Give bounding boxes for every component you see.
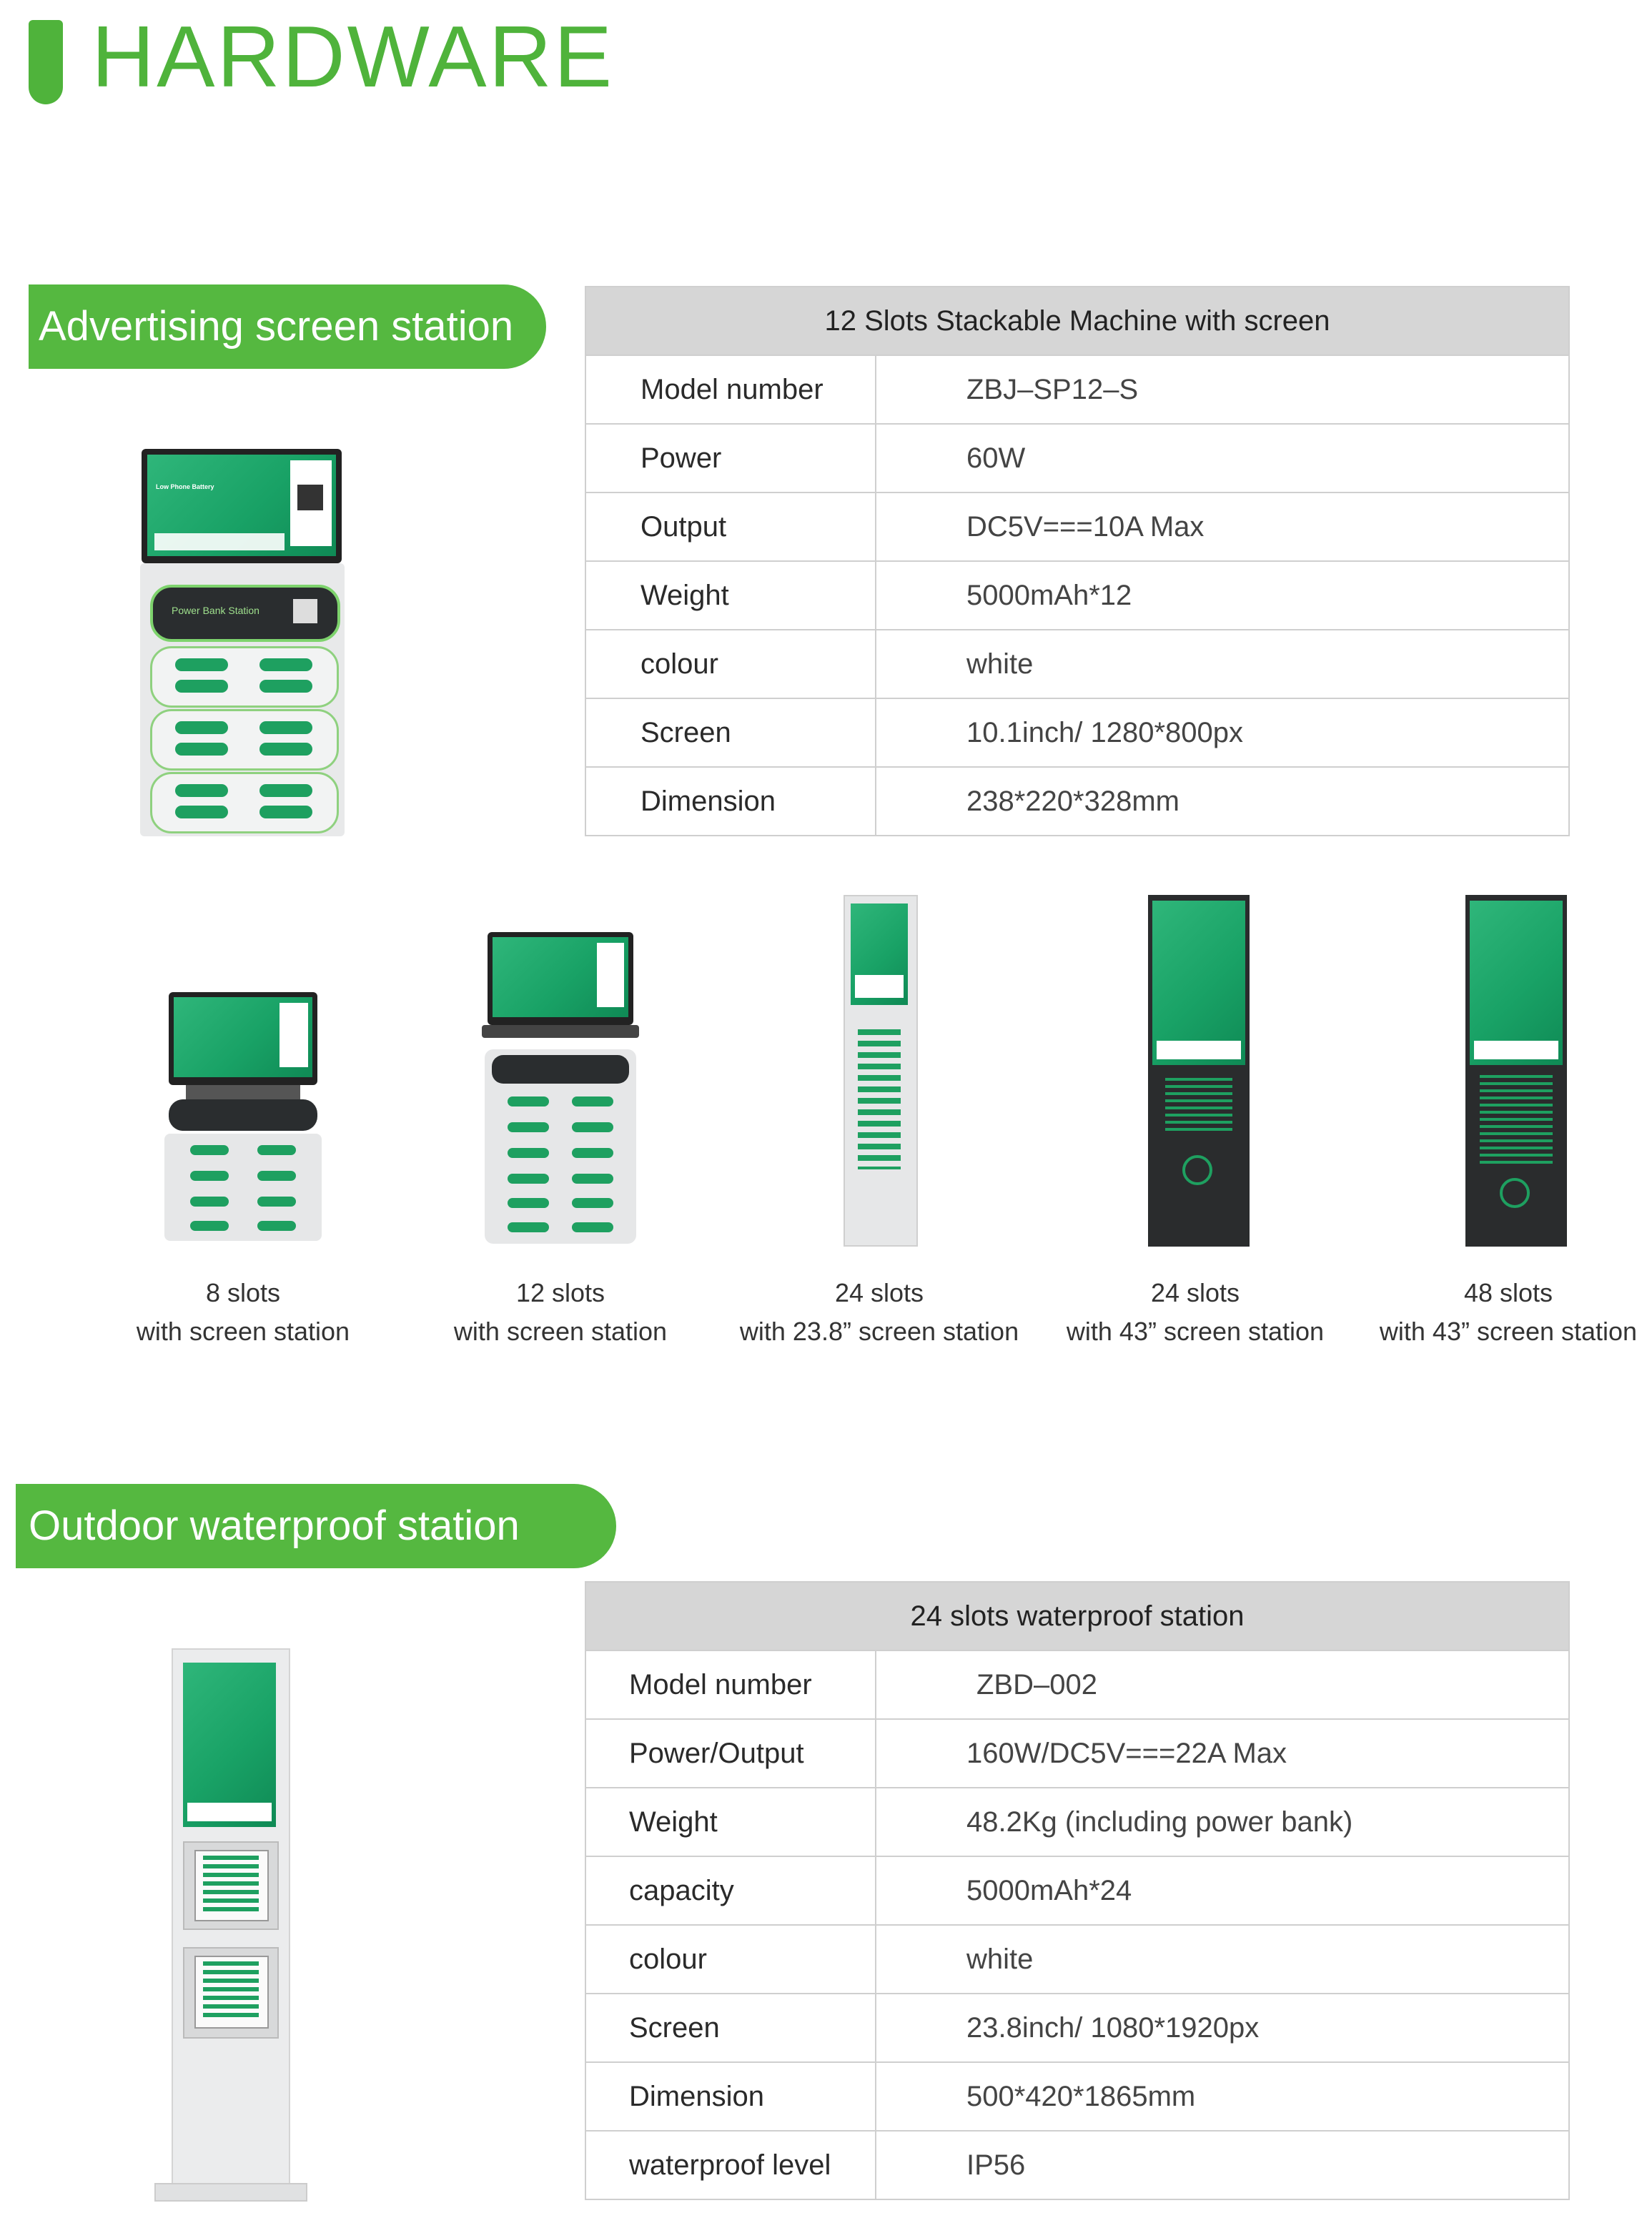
- table-row: [585, 767, 1569, 836]
- spec-value: 160W/DC5V===22A Max: [876, 1719, 1569, 1788]
- outdoor-tower-device: [154, 1648, 305, 2199]
- spec-key: Model number: [585, 355, 876, 424]
- product-image-48-slots-43: [1465, 895, 1567, 1247]
- spec-key: colour: [585, 1925, 876, 1994]
- spec-key: Dimension: [585, 767, 876, 836]
- product-caption-24-slots-23-8: [722, 1274, 1037, 1351]
- spec-value: 23.8inch/ 1080*1920px: [876, 1994, 1569, 2062]
- table-row: [585, 492, 1569, 561]
- caption-line1: 48 slots: [1463, 1278, 1553, 1307]
- screen-side-panel: [290, 460, 332, 546]
- device-screen: [174, 997, 312, 1077]
- slot-module-2: [150, 709, 339, 771]
- spec-key: Power/Output: [585, 1719, 876, 1788]
- device-brand-panel: [169, 1099, 317, 1131]
- spec-key: Dimension: [585, 2062, 876, 2131]
- table-row: [585, 630, 1569, 698]
- product-image-24-slots-43: [1148, 895, 1250, 1247]
- spec-value: 500*420*1865mm: [876, 2062, 1569, 2131]
- power-icon: [1500, 1178, 1530, 1208]
- spec-value: white: [876, 1925, 1569, 1994]
- page-title: HARDWARE: [91, 8, 615, 105]
- spec-key: Model number: [585, 1650, 876, 1719]
- table-row: [585, 424, 1569, 492]
- slot-module-lower: [183, 1947, 279, 2039]
- table-row: [585, 2062, 1569, 2131]
- spec-value: 238*220*328mm: [876, 767, 1569, 836]
- product-caption-24-slots-43: [1052, 1274, 1338, 1351]
- qr-code-icon: [293, 599, 317, 623]
- spec-key: Output: [585, 492, 876, 561]
- device-body: [140, 563, 345, 836]
- spec-key: Screen: [585, 1994, 876, 2062]
- table-row: [585, 2131, 1569, 2199]
- spec-key: Power: [585, 424, 876, 492]
- product-image-24-slots-23-8: [844, 895, 915, 1244]
- device-screen: [851, 903, 908, 1005]
- table-row: [585, 355, 1569, 424]
- spec-table-outdoor: [585, 1581, 1570, 2200]
- spec-value: 48.2Kg (including power bank): [876, 1788, 1569, 1856]
- product-caption-12-slots: [417, 1274, 703, 1351]
- slot-module-upper: [183, 1841, 279, 1930]
- device-brand-panel: [150, 585, 340, 642]
- caption-line1: 24 slots: [834, 1278, 924, 1307]
- caption-line2: with screen station: [453, 1317, 668, 1346]
- product-image-8-slots: [164, 992, 322, 1244]
- device-brand-panel: [492, 1055, 629, 1084]
- brand-panel-text: Power Bank Station: [172, 605, 259, 616]
- title-accent-bar: [29, 20, 63, 104]
- spec-key: colour: [585, 630, 876, 698]
- table-row: [585, 1856, 1569, 1925]
- spec-value: white: [876, 630, 1569, 698]
- spec-key: capacity: [585, 1856, 876, 1925]
- caption-line1: 8 slots: [205, 1278, 281, 1307]
- caption-line2: with 23.8” screen station: [739, 1317, 1019, 1346]
- device-base: [154, 2183, 307, 2202]
- caption-line2: with screen station: [136, 1317, 350, 1346]
- caption-line2: with 43” screen station: [1379, 1317, 1638, 1346]
- slot-module-3: [150, 772, 339, 833]
- table-row: [585, 1719, 1569, 1788]
- device-screen: [1152, 901, 1245, 1065]
- spec-key: Weight: [585, 561, 876, 630]
- table-row: [585, 1994, 1569, 2062]
- product-caption-48-slots-43: [1365, 1274, 1651, 1351]
- device-screen: [1470, 901, 1563, 1065]
- device-screen: [147, 455, 336, 556]
- table-row: [585, 1650, 1569, 1719]
- screen-headline: Low Phone Battery: [156, 483, 214, 490]
- table-row: [585, 1925, 1569, 1994]
- spec-value: 10.1inch/ 1280*800px: [876, 698, 1569, 767]
- product-image-12-slots: [482, 932, 639, 1244]
- spec-value: DC5V===10A Max: [876, 492, 1569, 561]
- table-row: [585, 1788, 1569, 1856]
- spec-key: waterproof level: [585, 2131, 876, 2199]
- hero-device-12-slot: [140, 449, 345, 836]
- product-caption-8-slots: [100, 1274, 386, 1351]
- caption-line1: 24 slots: [1150, 1278, 1240, 1307]
- device-screen: [493, 937, 628, 1017]
- slot-module-1: [150, 646, 339, 708]
- spec-value: 5000mAh*24: [876, 1856, 1569, 1925]
- spec-key: Weight: [585, 1788, 876, 1856]
- table-row: [585, 561, 1569, 630]
- spec-table-advertising: [585, 286, 1570, 836]
- table-row: [585, 698, 1569, 767]
- qr-code-icon: [297, 485, 323, 510]
- screen-bottom-strip: [154, 533, 285, 550]
- section-label-outdoor: Outdoor waterproof station: [16, 1484, 616, 1568]
- spec-value: 60W: [876, 424, 1569, 492]
- power-icon: [1182, 1155, 1212, 1185]
- spec-table-title: 12 Slots Stackable Machine with screen: [585, 287, 1569, 355]
- caption-line2: with 43” screen station: [1066, 1317, 1325, 1346]
- spec-value: ZBJ–SP12–S: [876, 355, 1569, 424]
- spec-value: IP56: [876, 2131, 1569, 2199]
- spec-table-title: 24 slots waterproof station: [585, 1582, 1569, 1650]
- spec-key: Screen: [585, 698, 876, 767]
- section-label-advertising: Advertising screen station: [29, 284, 546, 369]
- spec-value: 5000mAh*12: [876, 561, 1569, 630]
- spec-value: ZBD–002: [876, 1650, 1569, 1719]
- device-screen: [183, 1663, 276, 1827]
- caption-line1: 12 slots: [515, 1278, 605, 1307]
- device-monitor: [142, 449, 342, 563]
